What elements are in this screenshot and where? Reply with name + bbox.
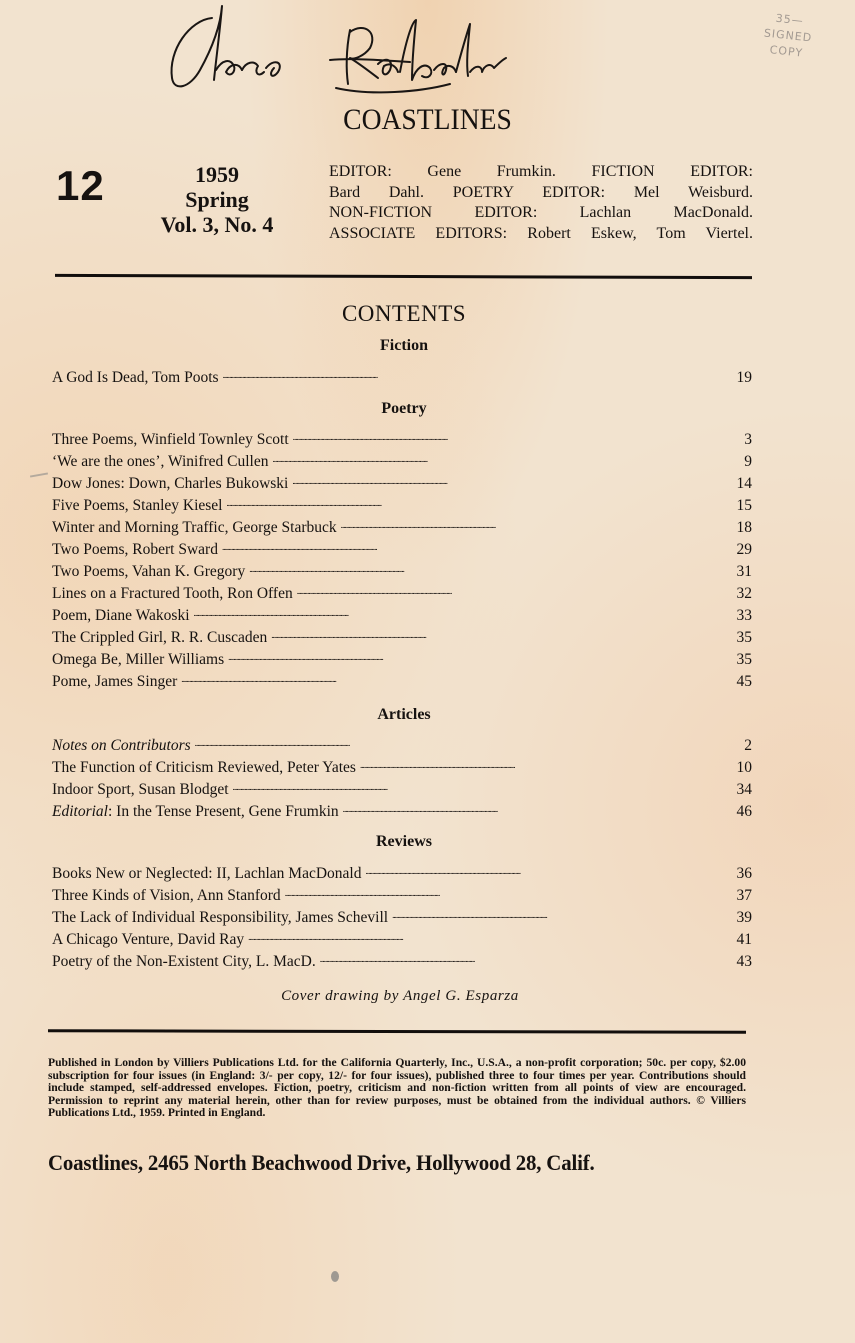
toc-row[interactable] [52,360,752,386]
publisher-address: Coastlines, 2465 North Beachwood Drive, Hollywood 28, Calif. [48,1150,595,1175]
toc-page-number: 15 [736,497,752,514]
toc-page-number: 35 [736,629,752,646]
cover-credit: Cover drawing by Angel G. Esparza [281,988,519,1004]
dot-leader [227,488,719,510]
toc-title [52,801,343,823]
toc-row[interactable] [52,856,752,882]
dot-leader [228,642,718,664]
issue-volume: Vol. 3, No. 4 [160,212,274,237]
toc-page-number: 31 [736,563,752,580]
toc-page-number: 14 [736,475,752,492]
toc-page-number: 34 [736,781,752,798]
toc-row[interactable] [52,728,752,754]
toc-title: Omega Be, Miller Williams [52,651,225,668]
toc-title: ‘We are the ones’, Winifred Cullen [52,453,269,470]
dot-leader [273,444,719,466]
dot-leader [360,750,718,772]
toc-page-number: 33 [736,607,752,624]
toc-page-number: 41 [736,931,752,948]
toc-title: Lines on a Fractured Tooth, Ron Offen [52,585,293,602]
handwritten-signature-icon [150,0,530,100]
section-heading-fiction: Fiction [380,337,428,354]
toc-page-number: 10 [736,759,752,776]
toc-title: Three Kinds of Vision, Ann Stanford [52,887,281,904]
toc-list-articles [52,728,752,820]
dot-leader [249,554,718,576]
section-heading-reviews: Reviews [376,833,432,850]
dot-leader [292,466,718,488]
toc-page-number: 35 [736,651,752,668]
dot-leader [343,794,718,816]
divider-rule [55,274,752,279]
editors-credits [329,162,753,244]
toc-title-italic: Editorial [52,803,108,820]
toc-page-number: 9 [744,453,752,470]
toc-title: A God Is Dead, Tom Poots [52,369,219,386]
toc-page-number: 32 [736,585,752,602]
dot-leader [222,532,718,554]
toc-list-reviews [52,856,752,970]
toc-page-number: 39 [736,909,752,926]
toc-title: Three Poems, Winfield Townley Scott [52,431,289,448]
toc-page-number: 37 [736,887,752,904]
section-heading-poetry: Poetry [381,400,427,417]
dot-leader [248,922,718,944]
toc-title-italic: Notes on Contributors [52,737,191,754]
dot-leader [285,878,718,900]
toc-page-number: 18 [736,519,752,536]
paper-speck [331,1271,339,1282]
editors-line: EDITOR: Gene Frumkin. FICTION EDITOR: [329,163,753,180]
toc-page-number: 43 [736,953,752,970]
toc-list-poetry [52,422,752,690]
contents-title: CONTENTS [341,301,467,326]
toc-page-number: 3 [744,431,752,448]
toc-title: The Crippled Girl, R. R. Cuscaden [52,629,268,646]
toc-title: The Lack of Individual Responsibility, James Schevill [52,909,389,926]
toc-title: The Function of Criticism Reviewed, Peter Yates [52,759,356,776]
masthead-title: COASTLINES [343,103,512,136]
dot-leader [223,360,718,382]
toc-title: Five Poems, Stanley Kiesel [52,497,223,514]
issue-meta [142,162,292,237]
editors-line: Bard Dahl. POETRY EDITOR: Mel Weisburd. [329,183,753,201]
dot-leader [297,576,718,598]
toc-title: Two Poems, Robert Sward [52,541,218,558]
toc-title: Poetry of the Non-Existent City, L. MacD. [52,953,316,970]
issue-season: Spring [185,187,249,212]
toc-title-rest: : In the Tense Present, Gene Frumkin [107,803,339,820]
dot-leader [293,422,718,444]
dot-leader [271,620,718,642]
pencil-annotation [726,6,850,66]
toc-page-number: 45 [736,673,752,690]
toc-title: Two Poems, Vahan K. Gregory [52,563,246,580]
toc-page-number: 2 [744,737,752,754]
editors-line: ASSOCIATE EDITORS: Robert Eskew, Tom Viertel. [329,224,753,242]
pencil-note-line: SIGNED [763,26,813,45]
pencil-note-line: 35— [775,11,805,28]
dot-leader [365,856,718,878]
dot-leader [194,598,718,620]
divider-rule [48,1029,746,1033]
toc-title: A Chicago Venture, David Ray [52,931,245,948]
issue-year: 1959 [195,162,239,187]
toc-title: Books New or Neglected: II, Lachlan MacDonald [52,865,362,882]
toc-title: Winter and Morning Traffic, George Starbuck [52,519,337,536]
dot-leader [195,728,718,750]
toc-row[interactable] [52,422,752,448]
publisher-note: Published in London by Villiers Publications Ltd. for the California Quarterly, Inc., U.S.A., a non-profit corporation; 50c. per copy, $2.00 subscription for four issues (in England: 3/- per copy, 12/- for four issues), published three to four times per year. Contributions should include stamped, self-addressed envelopes. Fiction, poetry, criticism and non-fiction written from all points of view are encouraged. Permission to reprint any material herein, other than for review purposes, must be obtained from the individual authors. © Villiers Publications Ltd., 1959. Printed in England. [48,1056,746,1120]
section-heading-articles: Articles [377,706,431,723]
toc-page-number: 46 [736,803,752,820]
toc-page-number: 29 [736,541,752,558]
toc-title [52,735,195,757]
toc-list-fiction [52,360,752,386]
issue-number: 12 [56,162,105,209]
dot-leader [320,944,718,966]
toc-title: Indoor Sport, Susan Blodget [52,781,229,798]
pencil-mark [30,472,48,477]
toc-title: Pome, James Singer [52,673,178,690]
toc-title: Poem, Diane Wakoski [52,607,190,624]
editors-line: NON-FICTION EDITOR: Lachlan MacDonald. [329,204,753,221]
toc-title: Dow Jones: Down, Charles Bukowski [52,475,289,492]
toc-page-number: 36 [736,865,752,882]
dot-leader [341,510,718,532]
toc-page-number: 19 [736,369,752,386]
dot-leader [392,900,718,922]
dot-leader [181,664,718,686]
pencil-note-line: COPY [769,43,804,60]
dot-leader [233,772,718,794]
